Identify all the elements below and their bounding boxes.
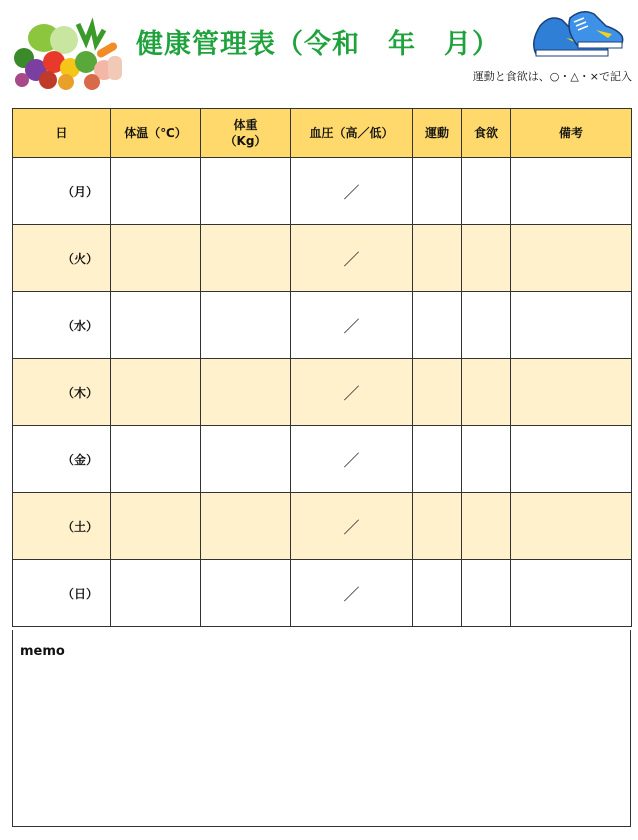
column-header-blood-pressure: 血圧（高／低）: [291, 109, 413, 158]
table-row: [13, 426, 632, 493]
day-cell: （水）: [13, 292, 111, 359]
day-cell: （木）: [13, 359, 111, 426]
table-row: [13, 359, 632, 426]
temperature-cell[interactable]: [111, 426, 201, 493]
remarks-cell[interactable]: [511, 493, 632, 560]
day-cell: （月）: [13, 158, 111, 225]
page-title: 健康管理表（令和 年 月）: [136, 29, 500, 60]
remarks-cell[interactable]: [511, 292, 632, 359]
exercise-cell[interactable]: [413, 560, 462, 627]
remarks-cell[interactable]: [511, 426, 632, 493]
temperature-cell[interactable]: [111, 292, 201, 359]
table-row: [13, 292, 632, 359]
appetite-cell[interactable]: [462, 158, 511, 225]
weight-cell[interactable]: [201, 225, 291, 292]
exercise-cell[interactable]: [413, 158, 462, 225]
exercise-cell[interactable]: [413, 426, 462, 493]
exercise-cell[interactable]: [413, 493, 462, 560]
appetite-cell[interactable]: [462, 426, 511, 493]
weight-cell[interactable]: [201, 359, 291, 426]
table-row: [13, 225, 632, 292]
weight-cell[interactable]: [201, 158, 291, 225]
table-header-row: [13, 109, 632, 158]
day-cell: （金）: [13, 426, 111, 493]
temperature-cell[interactable]: [111, 225, 201, 292]
health-log-table: [12, 108, 632, 627]
column-header-temperature: 体温（℃）: [111, 109, 201, 158]
column-header-appetite: 食欲: [462, 109, 511, 158]
table-row: [13, 560, 632, 627]
temperature-cell[interactable]: [111, 359, 201, 426]
exercise-cell[interactable]: [413, 292, 462, 359]
day-cell: （土）: [13, 493, 111, 560]
header: [0, 0, 638, 100]
temperature-cell[interactable]: [111, 158, 201, 225]
weight-cell[interactable]: [201, 426, 291, 493]
blood-pressure-cell[interactable]: ／: [291, 560, 413, 627]
column-header-day: 日: [13, 109, 111, 158]
appetite-cell[interactable]: [462, 560, 511, 627]
appetite-cell[interactable]: [462, 225, 511, 292]
blood-pressure-cell[interactable]: ／: [291, 426, 413, 493]
exercise-cell[interactable]: [413, 359, 462, 426]
sneakers-icon: [526, 8, 626, 66]
blood-pressure-cell[interactable]: ／: [291, 292, 413, 359]
column-header-weight: 体重 （Kg）: [201, 109, 291, 158]
blood-pressure-cell[interactable]: ／: [291, 225, 413, 292]
memo-label: memo: [20, 644, 65, 659]
instruction-note: 運動と食欲は、○・△・×で記入: [472, 70, 632, 83]
memo-box[interactable]: [12, 630, 631, 827]
blood-pressure-cell[interactable]: ／: [291, 359, 413, 426]
day-cell: （火）: [13, 225, 111, 292]
temperature-cell[interactable]: [111, 560, 201, 627]
appetite-cell[interactable]: [462, 292, 511, 359]
weight-cell[interactable]: [201, 292, 291, 359]
appetite-cell[interactable]: [462, 359, 511, 426]
column-header-exercise: 運動: [413, 109, 462, 158]
appetite-cell[interactable]: [462, 493, 511, 560]
remarks-cell[interactable]: [511, 158, 632, 225]
weight-cell[interactable]: [201, 560, 291, 627]
blood-pressure-cell[interactable]: ／: [291, 158, 413, 225]
exercise-cell[interactable]: [413, 225, 462, 292]
column-header-remarks: 備考: [511, 109, 632, 158]
remarks-cell[interactable]: [511, 560, 632, 627]
table-row: [13, 493, 632, 560]
remarks-cell[interactable]: [511, 225, 632, 292]
day-cell: （日）: [13, 560, 111, 627]
vegetables-icon: [8, 18, 126, 92]
table-row: [13, 158, 632, 225]
temperature-cell[interactable]: [111, 493, 201, 560]
blood-pressure-cell[interactable]: ／: [291, 493, 413, 560]
weight-cell[interactable]: [201, 493, 291, 560]
remarks-cell[interactable]: [511, 359, 632, 426]
